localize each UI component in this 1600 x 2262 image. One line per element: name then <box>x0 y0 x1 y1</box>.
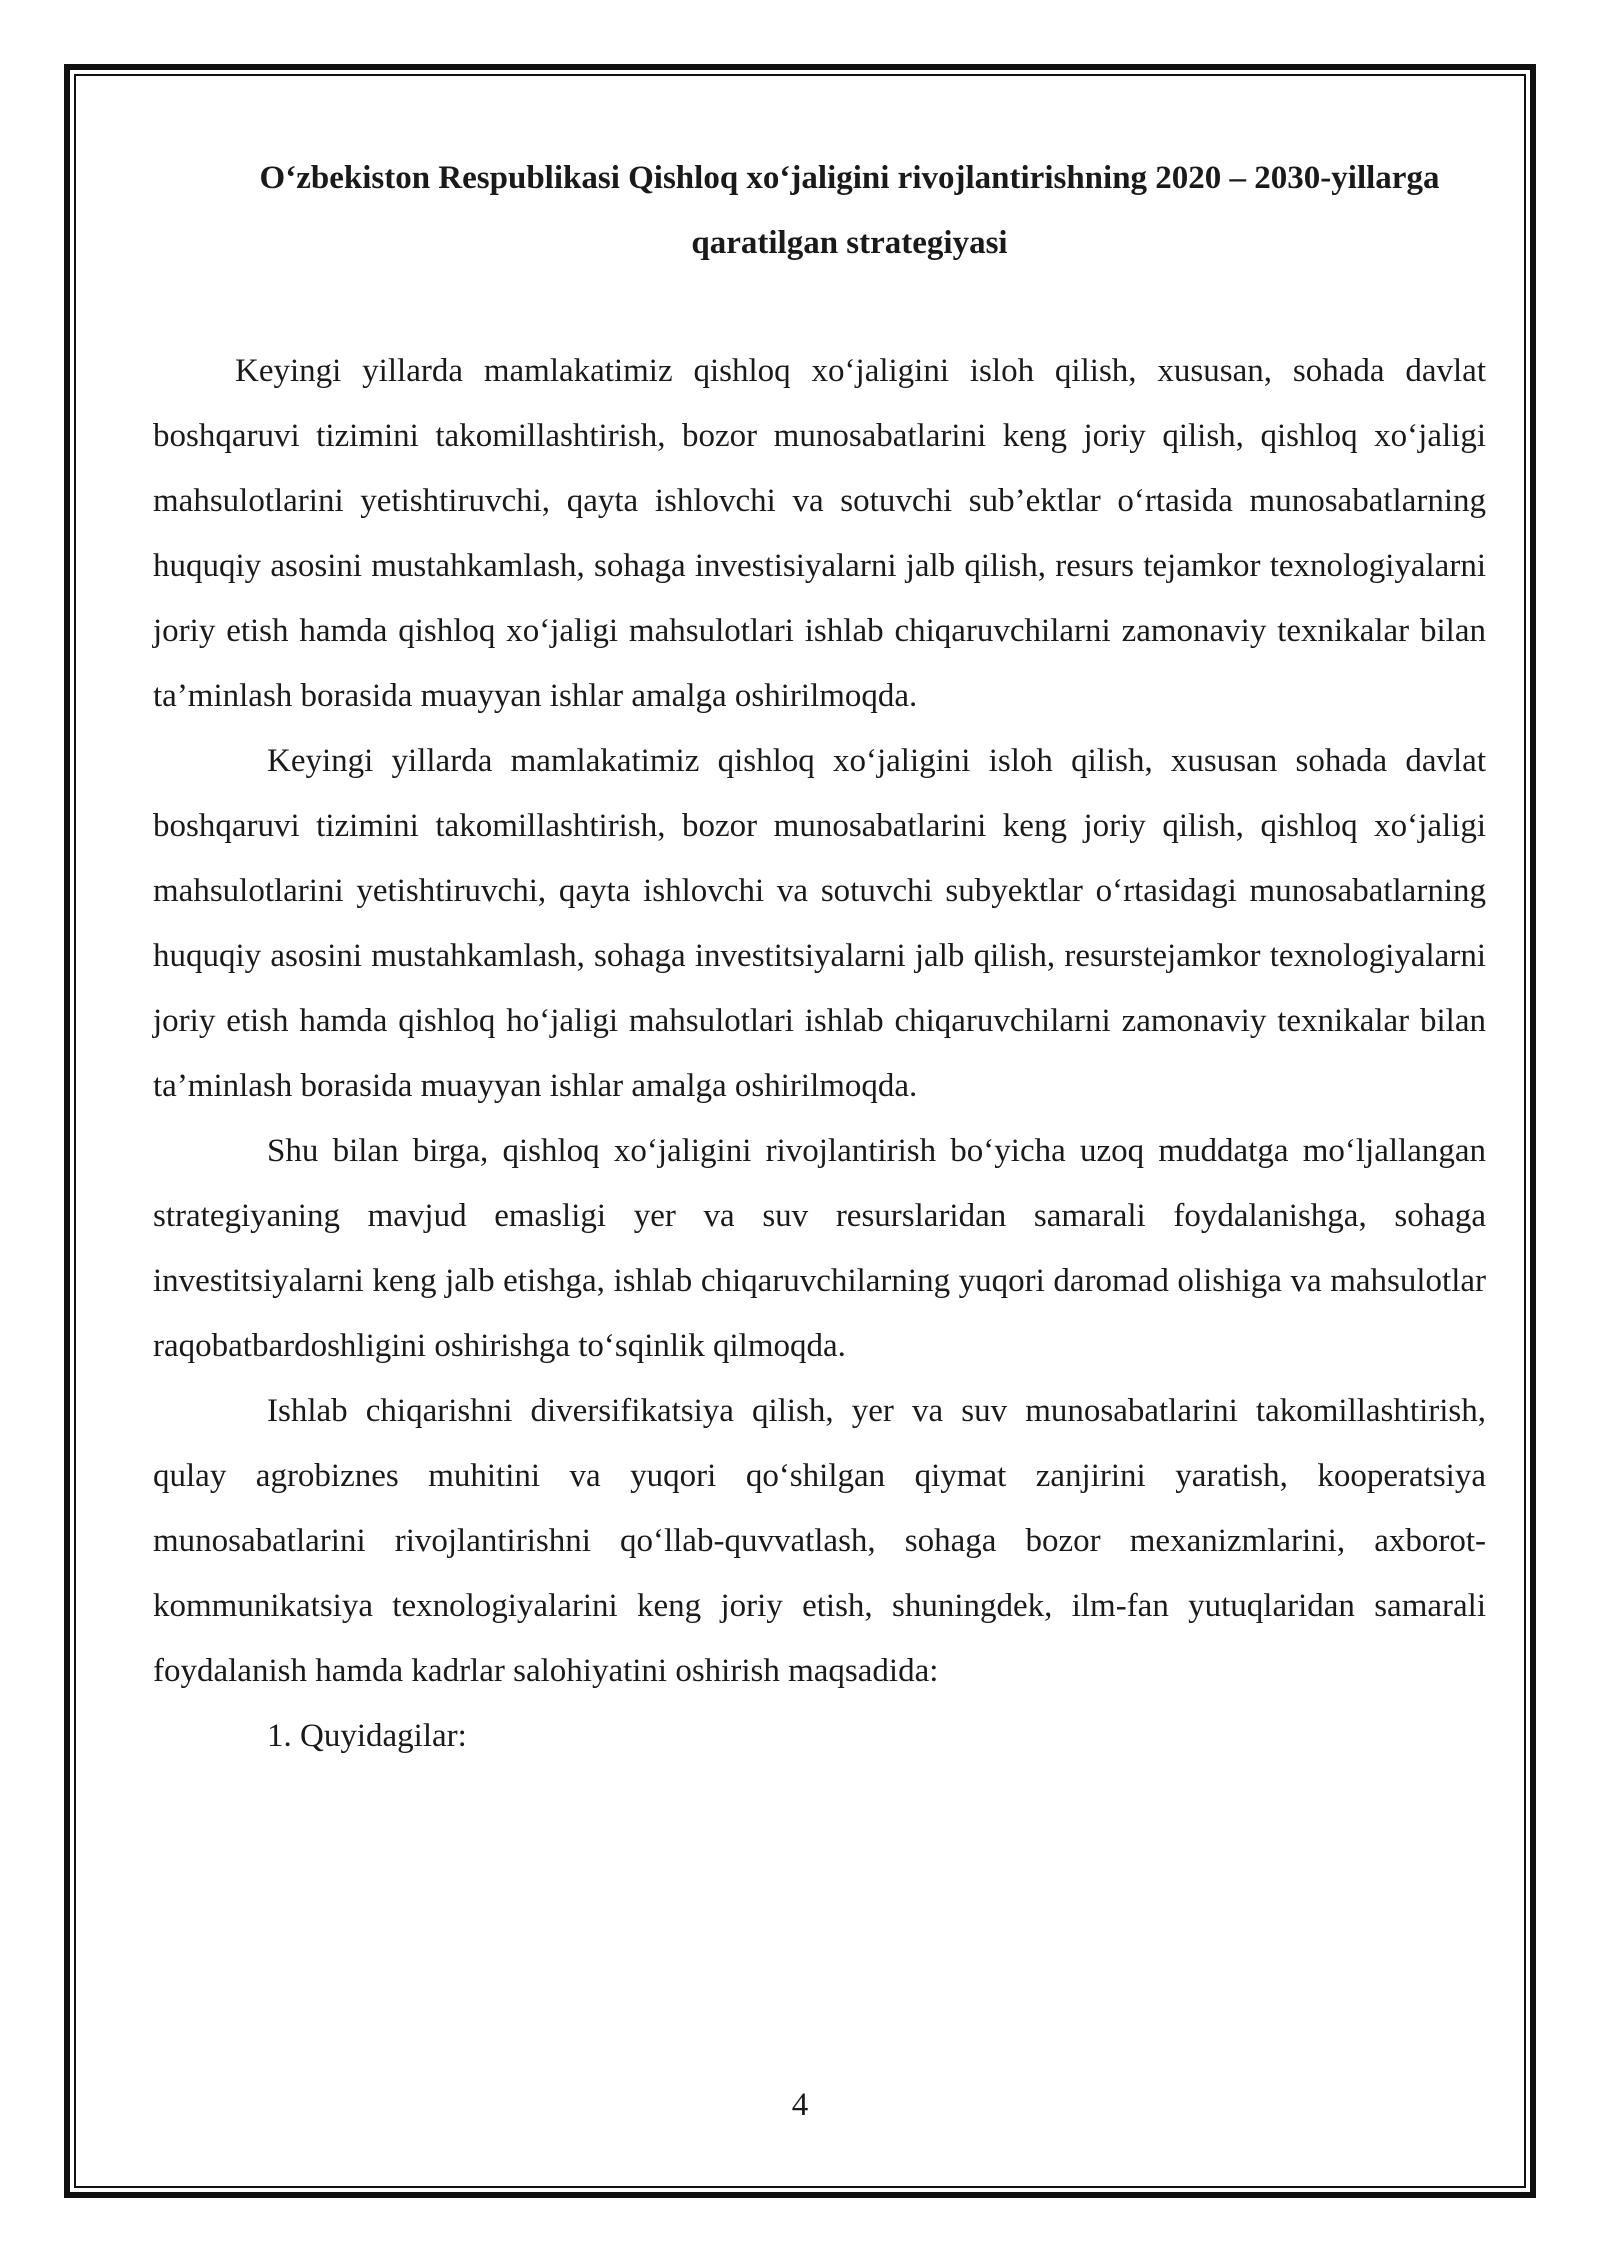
document-content <box>153 146 1486 1769</box>
document-body <box>153 339 1486 1769</box>
paragraph-3: Shu bilan birga, qishloq xo‘jaligini rivojlantirish bo‘yicha uzoq muddatga mo‘ljallangan strategiyaning mavjud emasligi yer va suv resurslaridan samarali foydalanishga, sohaga investitsiyalarni keng jalb etishga, ishlab chiqaruvchilarning yuqori daromad olishiga va mahsulotlar raqobatbardoshligini oshirishga to‘sqinlik qilmoqda. <box>153 1133 1486 1364</box>
paragraph-4: Ishlab chiqarishni diversifikatsiya qilish, yer va suv munosabatlarini takomillashtirish, qulay agrobiznes muhitini va yuqori qo‘shilgan qiymat zanjirini yaratish, kooperatsiya munosabatlarini rivojlantirishni qo‘llab-quvvatlash, sohaga bozor mexanizmlarini, axborot-kommunikatsiya texnologiyalarini keng joriy etish, shuningdek, ilm-fan yutuqlaridan samarali foydalanish hamda kadrlar salohiyatini oshirish maqsadida: <box>153 1393 1486 1689</box>
paragraph-2: Keyingi yillarda mamlakatimiz qishloq xo‘jaligini isloh qilish, xususan sohada davlat boshqaruvi tizimini takomillashtirish, bozor munosabatlarini keng joriy qilish, qishloq xo‘jaligi mahsulotlarini yetishtiruvchi, qayta ishlovchi va sotuvchi subyektlar o‘rtasidagi munosabatlarning huquqiy asosini mustahkamlash, sohaga investitsiyalarni jalb qilish, resurstejamkor texnologiyalarni joriy etish hamda qishloq ho‘jaligi mahsulotlari ishlab chiqaruvchilarni zamonaviy texnikalar bilan ta’minlash borasida muayyan ishlar amalga oshirilmoqda. <box>153 743 1486 1104</box>
list-item-1: 1. Quyidagilar: <box>267 1718 467 1754</box>
page-number: 4 <box>791 2087 809 2123</box>
document-title: O‘zbekiston Respublikasi Qishloq xo‘jaligini rivojlantirishning 2020 – 2030-yillarga qaratilgan strategiyasi <box>259 160 1440 261</box>
paragraph-1: Keyingi yillarda mamlakatimiz qishloq xo‘jaligini isloh qilish, xususan, sohada davlat boshqaruvi tizimini takomillashtirish, bozor munosabatlarini keng joriy qilish, qishloq xo‘jaligi mahsulotlarini yetishtiruvchi, qayta ishlovchi va sotuvchi sub’ektlar o‘rtasida munosabatlarning huquqiy asosini mustahkamlash, sohaga investisiyalarni jalb qilish, resurs tejamkor texnologiyalarni joriy etish hamda qishloq xo‘jaligi mahsulotlari ishlab chiqaruvchilarni zamonaviy texnikalar bilan ta’minlash borasida muayyan ishlar amalga oshirilmoqda. <box>153 353 1486 714</box>
